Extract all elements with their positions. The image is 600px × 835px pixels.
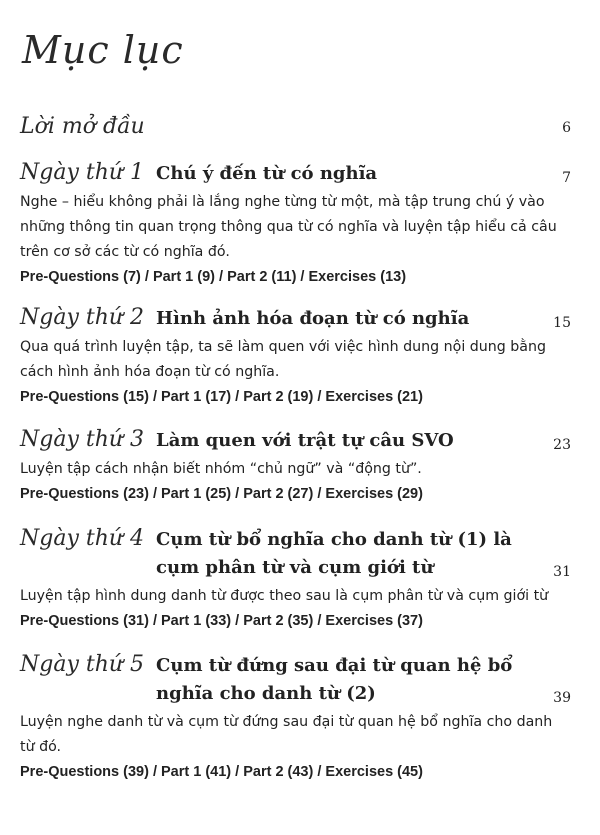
preface-label: Lời mở đầu	[20, 114, 145, 139]
chapter-description: Luyện tập cách nhận biết nhóm “chủ ngữ” và “động từ”.	[20, 461, 422, 477]
chapter-title: Cụm từ đứng sau đại từ quan hệ bổ nghĩa cho danh từ (2)	[156, 655, 513, 704]
chapter-parts: Pre-Questions (23) / Part 1 (25) / Part 2 (27) / Exercises (29)	[20, 486, 423, 502]
page-number: 23	[553, 437, 571, 453]
day-label: Ngày thứ 3	[20, 427, 145, 452]
page-number: 15	[553, 315, 571, 331]
page-number: 31	[553, 564, 571, 580]
chapter-title: Cụm từ bổ nghĩa cho danh từ (1) là cụm phân từ và cụm giới từ	[156, 529, 512, 578]
day-label: Ngày thứ 2	[20, 305, 145, 330]
chapter-description: Luyện nghe danh từ và cụm từ đứng sau đại từ quan hệ bổ nghĩa cho danh từ đó.	[20, 714, 553, 755]
day-label: Ngày thứ 4	[20, 526, 145, 551]
page-number: 7	[562, 170, 571, 186]
toc-title: Mục lục	[22, 28, 184, 72]
toc-entry-preface[interactable]	[20, 114, 571, 139]
day-label: Ngày thứ 1	[20, 160, 145, 185]
toc-entry-day-4[interactable]	[20, 526, 571, 633]
toc-entry-day-1[interactable]	[20, 160, 571, 289]
chapter-parts: Pre-Questions (15) / Part 1 (17) / Part 2 (19) / Exercises (21)	[20, 389, 423, 405]
day-label: Ngày thứ 5	[20, 652, 145, 677]
preface-page-number: 6	[562, 120, 571, 136]
chapter-description: Qua quá trình luyện tập, ta sẽ làm quen với việc hình dung nội dung bằng cách hình ảnh hóa đoạn từ có nghĩa.	[20, 339, 546, 380]
page-number: 39	[553, 690, 571, 706]
chapter-parts: Pre-Questions (31) / Part 1 (33) / Part 2 (35) / Exercises (37)	[20, 613, 423, 629]
toc-entry-day-2[interactable]	[20, 305, 571, 409]
chapter-title: Làm quen với trật tự câu SVO	[156, 430, 454, 451]
chapter-description: Nghe – hiểu không phải là lắng nghe từng từ một, mà tập trung chú ý vào những thông tin quan trọng thông qua từ có nghĩa và luyện tập hiểu cả câu trên cơ sở các từ có nghĩa đó.	[20, 194, 557, 260]
chapter-description: Luyện tập hình dung danh từ được theo sau là cụm phân từ và cụm giới từ	[20, 588, 549, 604]
chapter-parts: Pre-Questions (39) / Part 1 (41) / Part 2 (43) / Exercises (45)	[20, 764, 423, 780]
chapter-parts: Pre-Questions (7) / Part 1 (9) / Part 2 (11) / Exercises (13)	[20, 269, 407, 285]
chapter-title: Chú ý đến từ có nghĩa	[156, 163, 378, 184]
toc-entry-day-3[interactable]	[20, 427, 571, 506]
toc-entry-day-5[interactable]	[20, 652, 571, 784]
chapter-title: Hình ảnh hóa đoạn từ có nghĩa	[156, 308, 470, 329]
